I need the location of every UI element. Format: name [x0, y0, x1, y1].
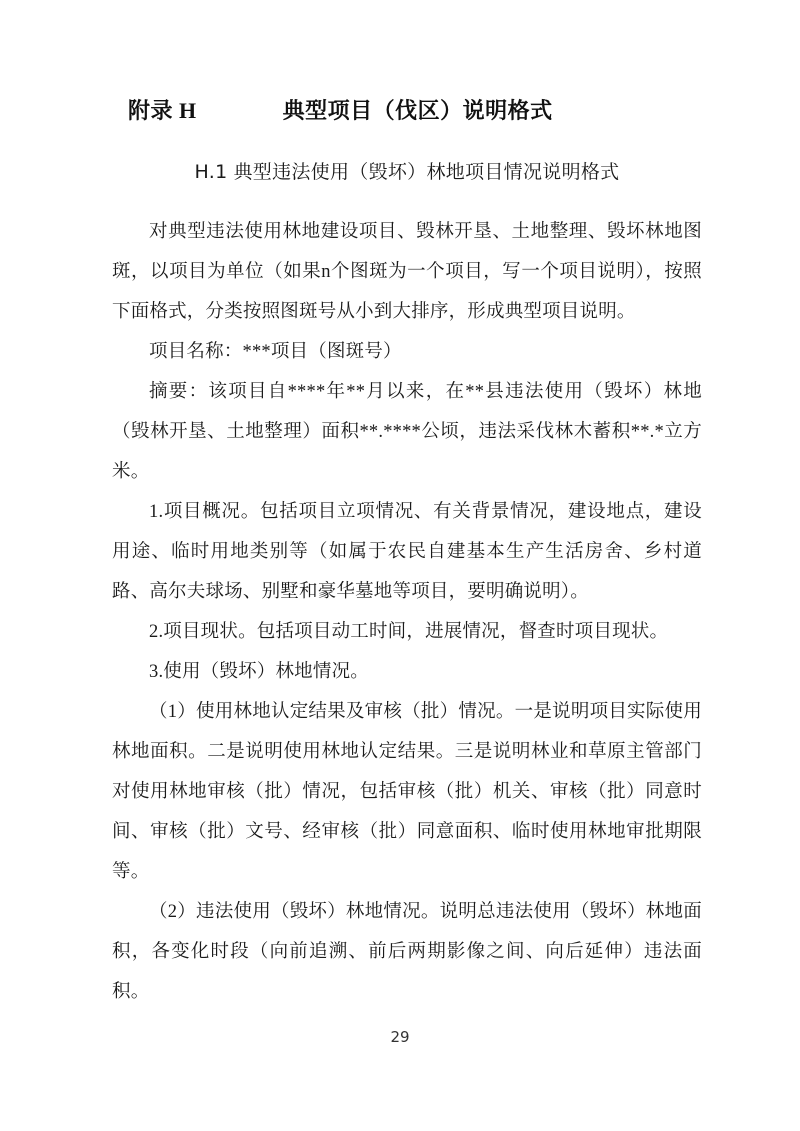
page-content: [112, 0, 702, 1012]
section-heading: [112, 158, 702, 186]
page-number: 29: [390, 1028, 410, 1046]
paragraph-project-name: 项目名称：***项目（图斑号）: [149, 342, 402, 362]
paragraph-sub-1-approval: （1）使用林地认定结果及审核（批）情况。一是说明项目实际使用林地面积。二是说明使用林地认定结果。三是说明林业和草原主管部门对使用林地审核（批）情况，包括审核（批）机关、审核（批）同意时间、审核（批）文号、经审核（批）同意面积、临时使用林地审批期限等。: [112, 702, 702, 882]
body-text: [112, 212, 702, 1012]
appendix-title-name: 典型项目（伐区）说明格式: [282, 98, 553, 123]
section-heading-text: 典型违法使用（毁坏）林地项目情况说明格式: [233, 161, 620, 183]
paragraph-item-1-overview: 1.项目概况。包括项目立项情况、有关背景情况，建设地点，建设用途、临时用地类别等（如属于农民自建基本生产生活房舍、乡村道路、高尔夫球场、别墅和豪华墓地等项目，要明确说明）。: [112, 502, 702, 602]
appendix-title-label: 附录 H: [128, 98, 197, 123]
appendix-title: [112, 96, 702, 126]
paragraph-intro: 对典型违法使用林地建设项目、毁林开垦、土地整理、毁坏林地图斑，以项目为单位（如果n个图斑为一个项目，写一个项目说明），按照下面格式，分类按照图斑号从小到大排序，形成典型项目说明。: [112, 222, 702, 322]
section-heading-number: H.1: [194, 161, 228, 183]
paragraph-sub-2-illegal-use: （2）违法使用（毁坏）林地情况。说明总违法使用（毁坏）林地面积，各变化时段（向前追溯、前后两期影像之间、向后延伸）违法面积。: [112, 902, 702, 1002]
paragraph-abstract: 摘要：该项目自****年**月以来，在**县违法使用（毁坏）林地（毁林开垦、土地整理）面积**.****公顷，违法采伐林木蓄积**.*立方米。: [112, 382, 702, 482]
paragraph-item-2-status: 2.项目现状。包括项目动工时间，进展情况，督查时项目现状。: [149, 622, 669, 642]
paragraph-item-3-forest-use: 3.使用（毁坏）林地情况。: [149, 662, 369, 682]
